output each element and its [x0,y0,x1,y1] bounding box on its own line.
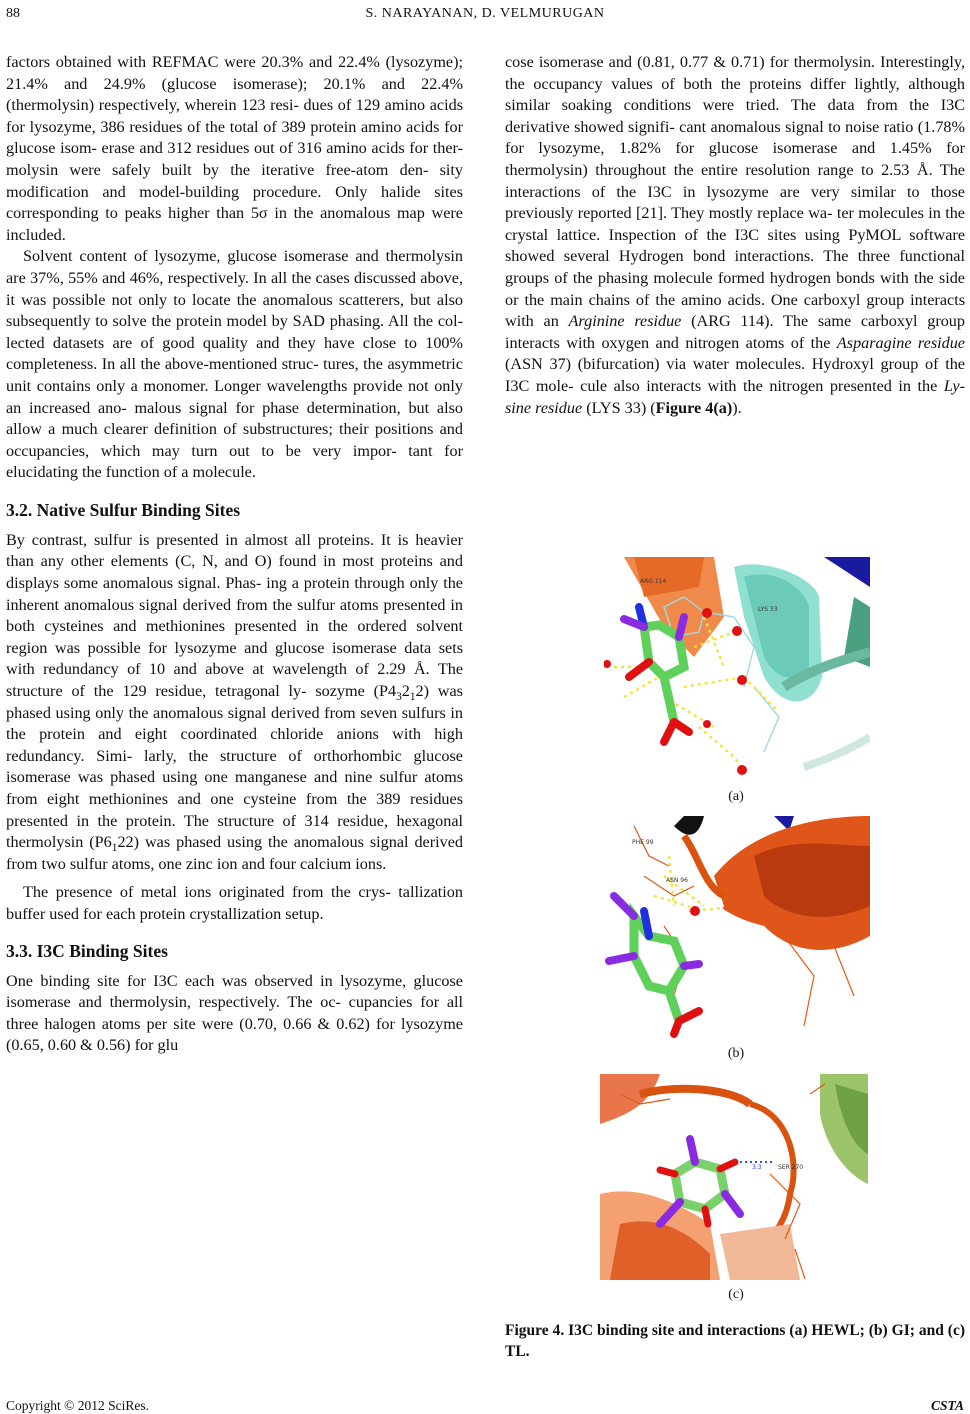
paragraph-occupancy [505,52,965,419]
label-distance: 3.3 [752,1164,762,1171]
text-asparagine: Asparagine residue [836,333,965,352]
paragraph-i3c-sites: One binding site for I3C each was observed in lysozyme, glucose isomerase and thermolysin, respectively. The oc- cupancies for all three halogen atoms per site were (0.70, 0.66 & 0.62) for lysozyme (0.65, 0.60 & 0.56) for glu [6,971,463,1055]
copyright-text: Copyright © 2012 SciRes. [6,1398,150,1413]
text-occupancy-4: (LYS 33) ( [582,398,656,417]
subcaption-a: (a) [728,789,744,804]
left-column [6,52,463,1057]
subcaption-b: (b) [727,1046,745,1061]
section-heading-3-2: 3.2. Native Sulfur Binding Sites [6,499,241,520]
subcaption-c: (c) [728,1287,744,1302]
text-occupancy-5: ). [732,398,742,417]
paragraph-refmac: factors obtained with REFMAC were 20.3% and 22.4% (lysozyme); 21.4% and 24.9% (glucose isomerase); 20.1% and 22.4% (thermolysin) respectively, wherein 123 resi- dues of 129 amino acids for lysozyme, 386 residues of the total of 389 protein amino acids for glucose isom- erase and 312 residues out of 316 amino acids for ther- molysin were safely built by the iterative free-atom den- sity modification and model-building procedure. Only halide sites corresponding to peaks higher than 5σ in the anomalous map were included. [6,53,463,244]
text-occupancy-3: (ASN 37) (bifurcation) via water molecules. Hydroxyl group of the I3C mole- cule also interacts with the nitrogen presented in the [505,355,965,395]
label-phe99: PHE 99 [632,839,654,846]
figure-4c-image [600,1074,868,1280]
label-ser270: SER 270 [778,1164,804,1171]
figure-4-caption: Figure 4. I3C binding site and interactions (a) HEWL; (b) GI; and (c) TL. [505,1322,965,1360]
text-sulfur-part2: 2) was phased using only the anomalous signal derived from seven sulfurs in the protein and eight coordinated chloride anions with high redundancy. Simi- larly, the structure of orthorhombic glucose isomerase was phased using one manganese and nine sulfur atoms from eight methionines and one cysteine from the 389 residues presented in the protein. The structure of 314 residue, hexagonal thermolysin (P6 [6,682,463,852]
paragraph-metal-ions: The presence of metal ions originated from the crys- tallization buffer used for each protein crystallization setup. [6,883,463,923]
text-arginine: Arginine residue [568,312,682,331]
paragraph-solvent-content: Solvent content of lysozyme, glucose isomerase and thermolysin are 37%, 55% and 46%, respectively. In all the cases discussed above, it was possible not only to locate the anomalous scatterers, but also subsequently to solve the protein model by SAD phasing. All the col- lected datasets are of good quality and they have close to 100% completeness. In all the above-mentioned struc- tures, the asymmetric unit contains only a monomer. Longer wavelengths provide not only an increased ano- malous signal for phase determination, but also allow a much clearer definition of substructures; their positions and occupancies, which may turn out to be very impor- tant for elucidating the function of a molecule. [6,247,463,482]
page-number: 88 [6,6,20,21]
right-column [505,52,965,419]
subscript-1: 1 [409,691,416,704]
figure-4a-image [604,557,870,780]
running-header [0,6,970,26]
subscript-1b: 1 [111,842,118,855]
label-lys33: LYS 33 [758,606,778,613]
running-header-authors: S. NARAYANAN, D. VELMURUGAN [365,6,605,21]
text-sulfur-part3: 22) was phased using the anomalous signal derived from two sulfur atoms, one zinc ion and four calcium ions. [6,833,463,873]
figure-4b-image [604,816,870,1038]
subscript-3: 3 [396,691,402,704]
section-heading-3-3: 3.3. I3C Binding Sites [6,940,168,961]
text-sulfur-part1: By contrast, sulfur is presented in almost all proteins. It is heavier than any other elements (C, N, and O) found in most proteins and displays some anomalous signal. Phas- ing a protein through only the inherent anomalous signal derived from the sulfur atoms presented in both cysteines and methionines presented in the ordered solvent region was possible for lysozyme and glucose isomerase data sets with redundancy of 10 and above at wavelength of 2.29 Å. The structure of the 129 residue, tetragonal ly- sozyme (P4 [6,530,463,701]
text-occupancy-2: (ARG 114). The same carboxyl group interacts with oxygen and nitrogen atoms of the [505,312,965,352]
text-2: 2 [401,682,410,701]
paragraph-sulfur [6,530,463,876]
label-asn96: ASN 96 [666,877,688,884]
text-lysine: Ly- sine residue [505,376,965,417]
label-arg114: ARG 114 [640,578,667,585]
text-occupancy-1: cose isomerase and (0.81, 0.77 & 0.71) for thermolysin. Interestingly, the occupancy values of both the proteins differ lightly, although similar soaking conditions were tried. The data from the I3C derivative showed signifi- cant anomalous signal to noise ratio (1.78% for lysozyme, 1.82% for glucose isomerase and 1.45% for thermolysin) throughout the entire resolution range to 2.53 Å. The interactions of the I3C in lysozyme are very similar to those previously reported [21]. They mostly replace wa- ter molecules in the crystal lattice. Inspection of the I3C sites using PyMOL software showed several Hydrogen bond interactions. The three functional groups of the phasing molecule formed hydrogen bonds with the side or the main chains of the amino acids. One carboxyl group interacts with an [505,53,965,331]
journal-name: CSTA [930,1398,964,1413]
figure-reference-4a[interactable]: Figure 4(a) [655,398,733,417]
